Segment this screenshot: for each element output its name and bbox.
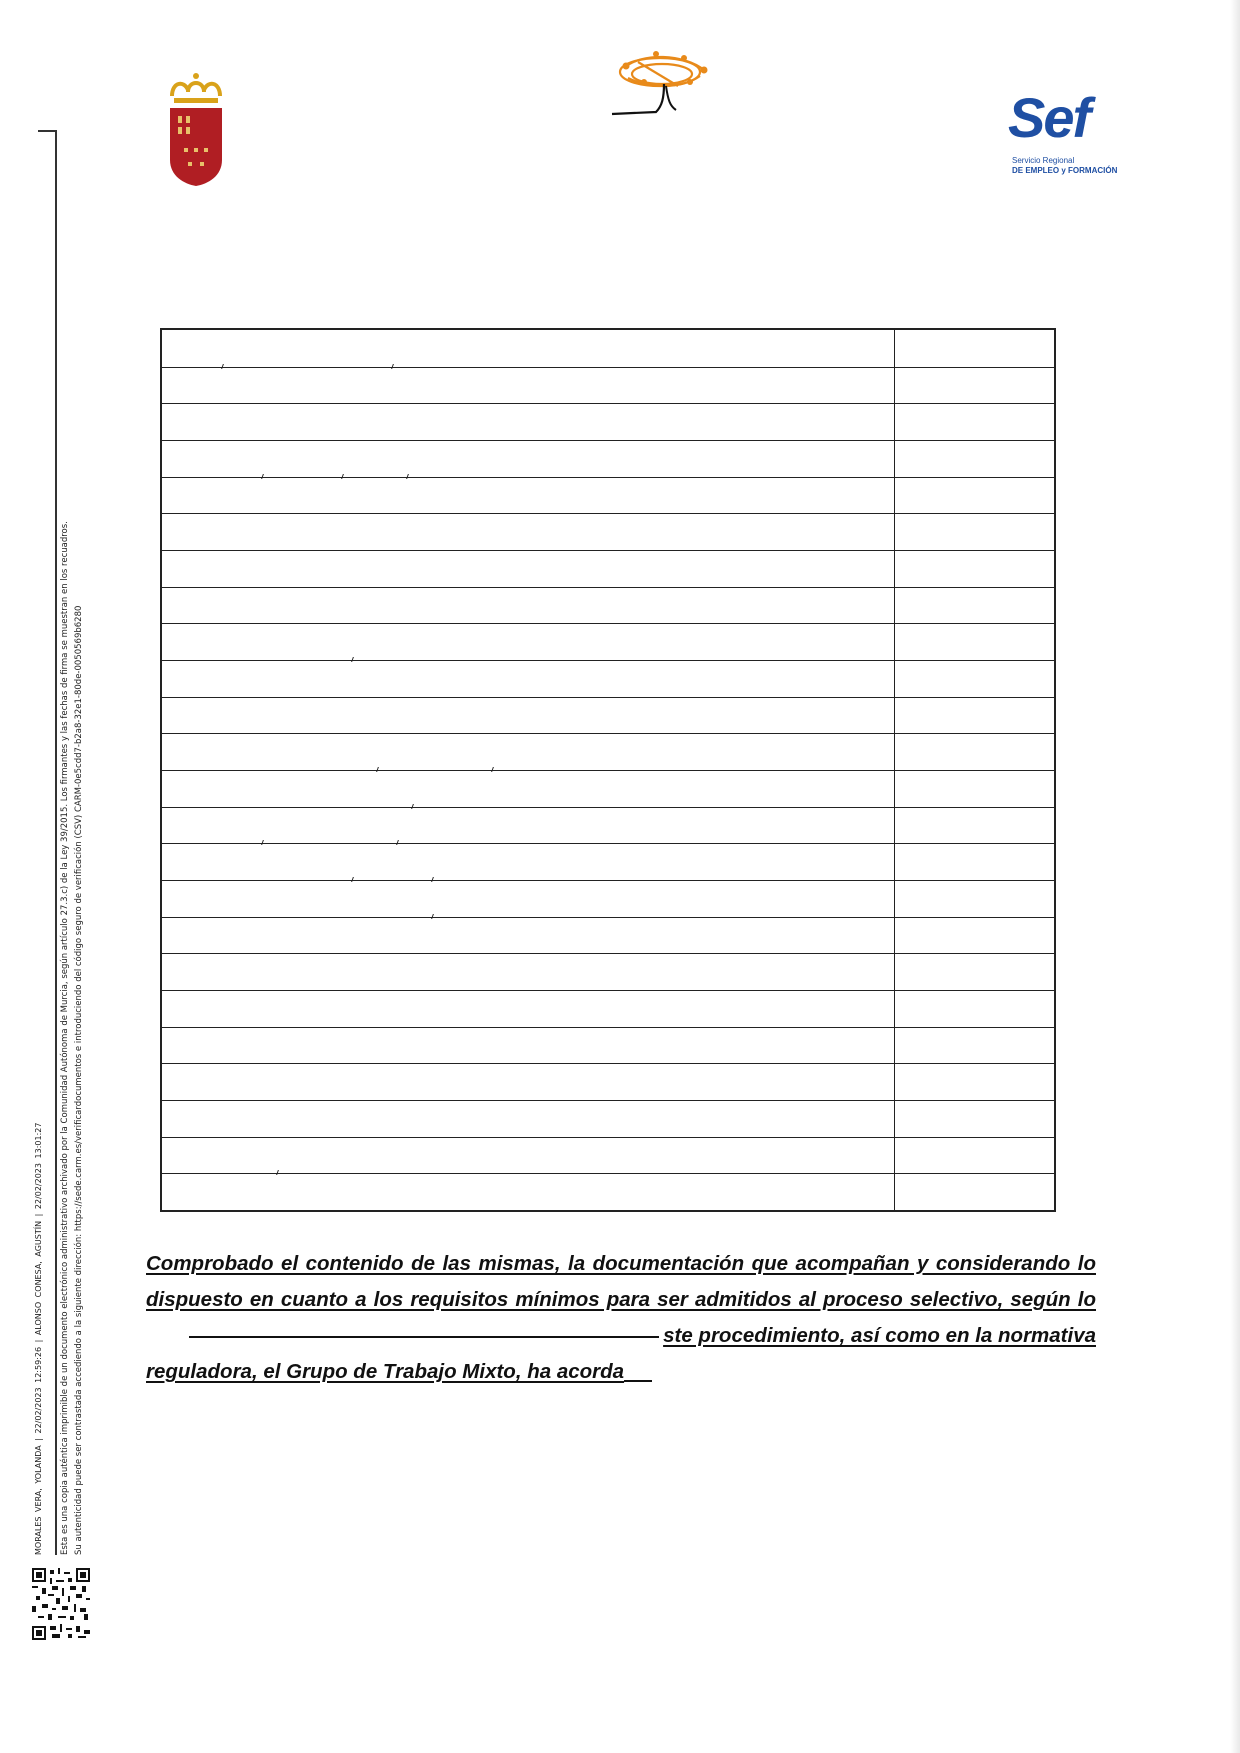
murcia-coat-of-arms-logo [166,70,226,188]
table-row-divider [162,403,1054,404]
sef-logo-subtitle: Servicio Regional [1012,156,1075,165]
orange-tree-logo [608,48,718,128]
table-row-divider [162,367,1054,368]
paragraph-line-2: dispuesto en cuanto a los requisitos mínimos para ser admitidos al proceso selectivo, según lo [146,1288,1096,1311]
table-row-divider [162,990,1054,991]
stamp-vertical-rule [55,130,57,1555]
table-row-divider [162,1173,1054,1174]
table-row-divider [162,733,1054,734]
table-row-divider [162,513,1054,514]
paragraph-line-3 [146,1318,1096,1354]
table-row-divider [162,1063,1054,1064]
table-row-divider [162,623,1054,624]
redacted-gap-rule [189,1335,659,1338]
csv-notice-line2: Su autenticidad puede ser contrastada accediendo a la siguiente dirección: https://sede.carm.es/verificardocumentos e introduciendo del código seguro de verificación (CSV) CARM-0e5cdd7-b2a8-32e1-80de-0050569b6280 [74,605,84,1555]
table-row-divider [162,1027,1054,1028]
table-row-divider [162,477,1054,478]
sef-logo-subtitle-bold: DE EMPLEO y FORMACIÓN [1012,166,1118,175]
table-row-divider [162,770,1054,771]
table-row-divider [162,587,1054,588]
table-row-divider [162,697,1054,698]
paragraph-line-3-text: ste procedimiento, así como en la normativa [663,1324,1096,1347]
paragraph-line-4-text: reguladora, el Grupo de Trabajo Mixto, ha acorda [146,1360,625,1383]
stamp-top-rule [38,130,56,132]
trailing-rule [624,1379,652,1382]
table-row-divider [162,807,1054,808]
csv-notice-line1: Esta es una copia auténtica imprimible de un documento electrónico administrativo archivado por la Comunidad Autónoma de Murcia, según artículo 27.3.c) de la Ley 39/2015. Los firmantes y las fechas de firma se muestran en los recuadros. [60,521,70,1555]
resolution-paragraph [146,1246,1096,1390]
page-edge-shadow [1230,0,1240,1753]
empty-form-table [160,328,1056,1212]
table-row-divider [162,660,1054,661]
table-row-divider [162,953,1054,954]
sef-logo-wordmark: Sef [1008,86,1090,149]
table-row-divider [162,1137,1054,1138]
qr-code-icon [32,1568,90,1640]
sef-logo [1008,86,1118,180]
table-row-divider [162,917,1054,918]
paragraph-line-4 [146,1354,1096,1390]
table-row-divider [162,1100,1054,1101]
table-row-divider [162,550,1054,551]
table-row-divider [162,880,1054,881]
paragraph-line-1: Comprobado el contenido de las mismas, la documentación que acompañan y considerando lo [146,1252,1096,1275]
table-row-divider [162,440,1054,441]
signers-line: MORALES VERA, YOLANDA | 22/02/2023 12:59:26 | ALONSO CONESA, AGUSTÍN | 22/02/2023 13:01:27 [34,1122,43,1555]
table-row-divider [162,843,1054,844]
